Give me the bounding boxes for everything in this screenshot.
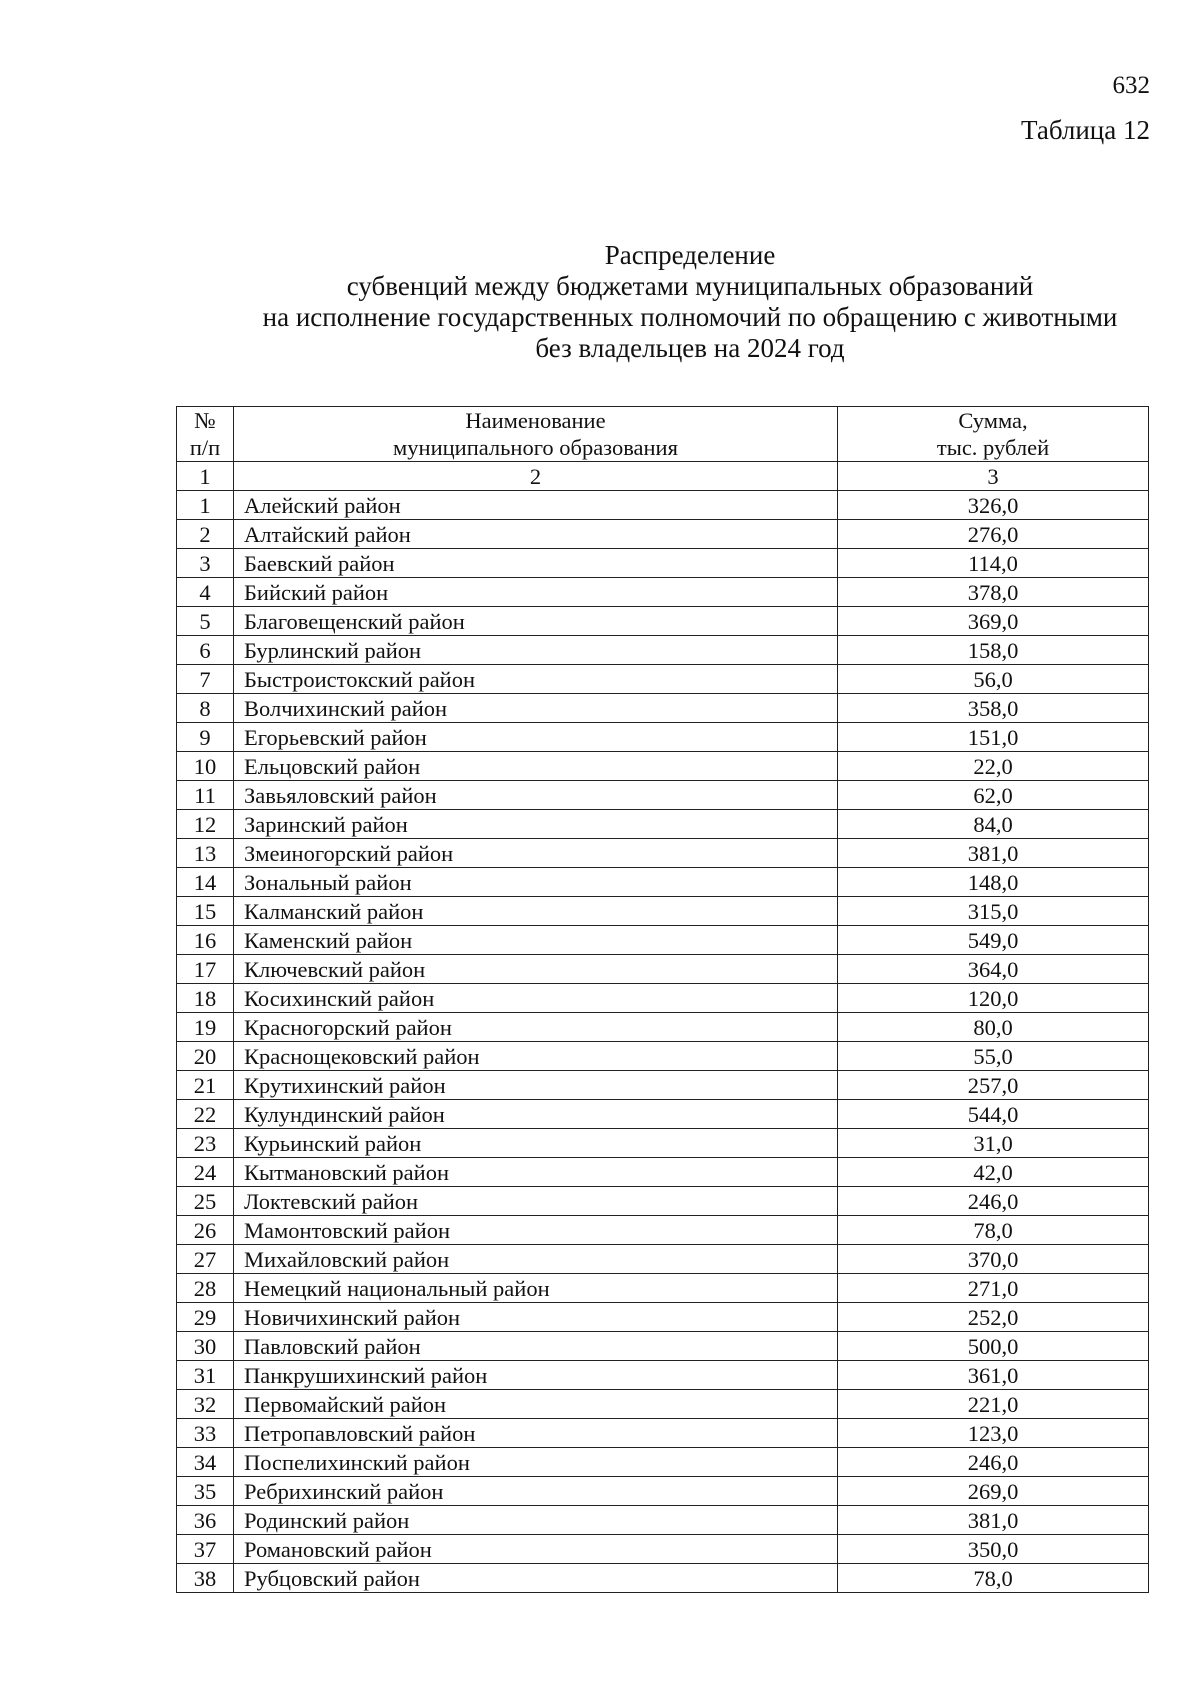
row-sum: 257,0 (838, 1071, 1149, 1100)
title-line-3: на исполнение государственных полномочий по обращению с животными (262, 302, 1118, 332)
row-sum: 315,0 (838, 897, 1149, 926)
table-row (177, 1477, 1149, 1506)
row-sum: 378,0 (838, 578, 1149, 607)
row-name: Благовещенский район (234, 607, 838, 636)
table-row (177, 665, 1149, 694)
row-name: Родинский район (234, 1506, 838, 1535)
row-number: 30 (177, 1332, 234, 1361)
table-row (177, 1506, 1149, 1535)
title-line-2: субвенций между бюджетами муниципальных образований (346, 271, 1034, 301)
row-sum: 123,0 (838, 1419, 1149, 1448)
table-row (177, 1390, 1149, 1419)
table-row (177, 1303, 1149, 1332)
table-row (177, 723, 1149, 752)
row-sum: 381,0 (838, 839, 1149, 868)
row-number: 37 (177, 1535, 234, 1564)
table-row (177, 520, 1149, 549)
row-number: 11 (177, 781, 234, 810)
column-number-1: 1 (177, 462, 234, 491)
row-number: 31 (177, 1361, 234, 1390)
table-label: Таблица 12 (1021, 115, 1150, 145)
row-sum: 326,0 (838, 491, 1149, 520)
row-sum: 80,0 (838, 1013, 1149, 1042)
row-number: 6 (177, 636, 234, 665)
table-row (177, 926, 1149, 955)
row-number: 20 (177, 1042, 234, 1071)
row-name: Бурлинский район (234, 636, 838, 665)
table-row (177, 810, 1149, 839)
row-number: 34 (177, 1448, 234, 1477)
row-name: Алейский район (234, 491, 838, 520)
row-number: 12 (177, 810, 234, 839)
table-row (177, 636, 1149, 665)
table-row (177, 955, 1149, 984)
row-name: Кулундинский район (234, 1100, 838, 1129)
table-row (177, 578, 1149, 607)
row-number: 1 (177, 491, 234, 520)
row-number: 28 (177, 1274, 234, 1303)
row-name: Павловский район (234, 1332, 838, 1361)
header-sum (838, 407, 1149, 462)
table-row (177, 1042, 1149, 1071)
row-name: Красногорский район (234, 1013, 838, 1042)
table-row (177, 1013, 1149, 1042)
row-name: Ключевский район (234, 955, 838, 984)
document-title (205, 240, 1175, 364)
header-name (234, 407, 838, 462)
allocation-table-body (177, 407, 1149, 1593)
row-number: 10 (177, 752, 234, 781)
row-sum: 358,0 (838, 694, 1149, 723)
title-line-4: без владельцев на 2024 год (535, 333, 845, 363)
row-name: Краснощековский район (234, 1042, 838, 1071)
table-row (177, 781, 1149, 810)
row-number: 23 (177, 1129, 234, 1158)
table-row (177, 1274, 1149, 1303)
table-header-row (177, 407, 1149, 462)
row-sum: 55,0 (838, 1042, 1149, 1071)
table-row (177, 1071, 1149, 1100)
row-number: 17 (177, 955, 234, 984)
header-sum-line-1: Сумма, (958, 408, 1028, 433)
row-name: Крутихинский район (234, 1071, 838, 1100)
row-number: 29 (177, 1303, 234, 1332)
header-name-line-2: муниципального образования (393, 435, 678, 460)
row-sum: 544,0 (838, 1100, 1149, 1129)
table-row (177, 868, 1149, 897)
row-name: Курьинский район (234, 1129, 838, 1158)
row-sum: 78,0 (838, 1216, 1149, 1245)
row-name: Немецкий национальный район (234, 1274, 838, 1303)
row-number: 8 (177, 694, 234, 723)
row-name: Быстроистокский район (234, 665, 838, 694)
row-sum: 151,0 (838, 723, 1149, 752)
row-number: 26 (177, 1216, 234, 1245)
row-number: 16 (177, 926, 234, 955)
row-sum: 381,0 (838, 1506, 1149, 1535)
table-row (177, 1448, 1149, 1477)
row-sum: 42,0 (838, 1158, 1149, 1187)
row-name: Петропавловский район (234, 1419, 838, 1448)
table-row (177, 984, 1149, 1013)
row-number: 13 (177, 839, 234, 868)
row-name: Локтевский район (234, 1187, 838, 1216)
row-number: 27 (177, 1245, 234, 1274)
row-number: 19 (177, 1013, 234, 1042)
table-row (177, 491, 1149, 520)
row-sum: 269,0 (838, 1477, 1149, 1506)
row-number: 18 (177, 984, 234, 1013)
row-number: 38 (177, 1564, 234, 1593)
row-name: Зональный район (234, 868, 838, 897)
row-name: Змеиногорский район (234, 839, 838, 868)
table-row (177, 1419, 1149, 1448)
row-number: 33 (177, 1419, 234, 1448)
row-number: 24 (177, 1158, 234, 1187)
row-number: 9 (177, 723, 234, 752)
row-number: 21 (177, 1071, 234, 1100)
row-number: 22 (177, 1100, 234, 1129)
row-sum: 361,0 (838, 1361, 1149, 1390)
row-number: 5 (177, 607, 234, 636)
row-name: Ребрихинский район (234, 1477, 838, 1506)
row-sum: 246,0 (838, 1187, 1149, 1216)
row-name: Волчихинский район (234, 694, 838, 723)
table-row (177, 1158, 1149, 1187)
column-number-2: 2 (234, 462, 838, 491)
row-number: 3 (177, 549, 234, 578)
row-number: 32 (177, 1390, 234, 1419)
table-row (177, 1535, 1149, 1564)
header-sum-line-2: тыс. рублей (936, 435, 1050, 460)
row-sum: 22,0 (838, 752, 1149, 781)
page-number: 632 (1112, 72, 1150, 99)
row-sum: 221,0 (838, 1390, 1149, 1419)
header-name-line-1: Наименование (465, 408, 606, 433)
row-sum: 369,0 (838, 607, 1149, 636)
column-number-3: 3 (838, 462, 1149, 491)
row-name: Каменский район (234, 926, 838, 955)
table-row (177, 1187, 1149, 1216)
allocation-table (176, 406, 1149, 1593)
row-name: Алтайский район (234, 520, 838, 549)
row-sum: 120,0 (838, 984, 1149, 1013)
row-name: Косихинский район (234, 984, 838, 1013)
table-row (177, 1129, 1149, 1158)
table-row (177, 1100, 1149, 1129)
row-sum: 276,0 (838, 520, 1149, 549)
row-sum: 364,0 (838, 955, 1149, 984)
header-number-line-1: № (194, 408, 216, 433)
table-row (177, 1245, 1149, 1274)
row-name: Первомайский район (234, 1390, 838, 1419)
table-row (177, 549, 1149, 578)
row-number: 14 (177, 868, 234, 897)
row-name: Заринский район (234, 810, 838, 839)
row-sum: 158,0 (838, 636, 1149, 665)
row-sum: 370,0 (838, 1245, 1149, 1274)
row-sum: 271,0 (838, 1274, 1149, 1303)
row-number: 36 (177, 1506, 234, 1535)
row-name: Михайловский район (234, 1245, 838, 1274)
row-sum: 84,0 (838, 810, 1149, 839)
row-name: Поспелихинский район (234, 1448, 838, 1477)
table-row (177, 1361, 1149, 1390)
row-number: 15 (177, 897, 234, 926)
row-name: Баевский район (234, 549, 838, 578)
row-sum: 78,0 (838, 1564, 1149, 1593)
row-number: 25 (177, 1187, 234, 1216)
row-sum: 500,0 (838, 1332, 1149, 1361)
row-sum: 56,0 (838, 665, 1149, 694)
header-number-line-2: п/п (189, 435, 221, 460)
table-row (177, 607, 1149, 636)
row-name: Рубцовский район (234, 1564, 838, 1593)
table-row (177, 1216, 1149, 1245)
row-name: Мамонтовский район (234, 1216, 838, 1245)
row-name: Бийский район (234, 578, 838, 607)
row-sum: 246,0 (838, 1448, 1149, 1477)
row-sum: 350,0 (838, 1535, 1149, 1564)
row-name: Панкрушихинский район (234, 1361, 838, 1390)
row-number: 35 (177, 1477, 234, 1506)
column-number-row (177, 462, 1149, 491)
table-row (177, 752, 1149, 781)
row-name: Кытмановский район (234, 1158, 838, 1187)
header-number (177, 407, 234, 462)
table-row (177, 1332, 1149, 1361)
row-sum: 148,0 (838, 868, 1149, 897)
row-name: Новичихинский район (234, 1303, 838, 1332)
row-name: Калманский район (234, 897, 838, 926)
row-sum: 31,0 (838, 1129, 1149, 1158)
row-name: Романовский район (234, 1535, 838, 1564)
row-sum: 62,0 (838, 781, 1149, 810)
title-line-1: Распределение (604, 240, 776, 270)
table-row (177, 897, 1149, 926)
row-name: Завьяловский район (234, 781, 838, 810)
row-sum: 114,0 (838, 549, 1149, 578)
row-number: 7 (177, 665, 234, 694)
row-sum: 549,0 (838, 926, 1149, 955)
row-number: 2 (177, 520, 234, 549)
table-row (177, 839, 1149, 868)
row-name: Егорьевский район (234, 723, 838, 752)
table-row (177, 1564, 1149, 1593)
table-row (177, 694, 1149, 723)
row-name: Ельцовский район (234, 752, 838, 781)
row-number: 4 (177, 578, 234, 607)
row-sum: 252,0 (838, 1303, 1149, 1332)
